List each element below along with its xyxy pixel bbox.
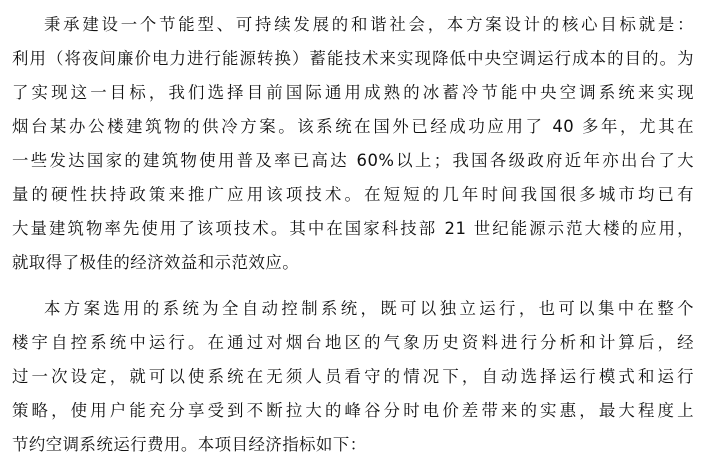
text-line: 节约空调系统运行费用。本项目经济指标如下：	[12, 435, 367, 454]
text-line: 过一次设定，就可以使系统在无须人员看守的情况下，自动选择运行模式和运行	[12, 367, 694, 386]
text-line: 了实现这一目标，我们选择目前国际通用成熟的冰蓄冷节能中央空调系统来实现	[12, 83, 694, 102]
text-line: 策略，使用户能充分享受到不断拉大的峰谷分时电价差带来的实惠，最大程度上	[12, 401, 694, 420]
text-line: 楼宇自控系统中运行。在通过对烟台地区的气象历史资料进行分析和计算后，经	[12, 333, 694, 352]
text-line: 秉承建设一个节能型、可持续发展的和谐社会，本方案设计的核心目标就是：	[44, 15, 694, 34]
text-line: 烟台某办公楼建筑物的供冷方案。该系统在国外已经成功应用了 40 多年，尤其在	[12, 117, 694, 136]
text-line: 一些发达国家的建筑物使用普及率已高达 60%以上；我国各级政府近年亦出台了大	[12, 151, 694, 170]
text-line: 量的硬性扶持政策来推广应用该项技术。在短短的几年时间我国很多城市均已有	[12, 185, 694, 204]
text-line: 大量建筑物率先使用了该项技术。其中在国家科技部 21 世纪能源示范大楼的应用，	[12, 219, 694, 238]
text-line: 就取得了极佳的经济效益和示范效应。	[12, 253, 300, 272]
text-line: 本方案选用的系统为全自动控制系统，既可以独立运行，也可以集中在整个	[44, 299, 694, 318]
text-line: 利用（将夜间廉价电力进行能源转换）蓄能技术来实现降低中央空调运行成本的目的。为	[12, 49, 694, 68]
